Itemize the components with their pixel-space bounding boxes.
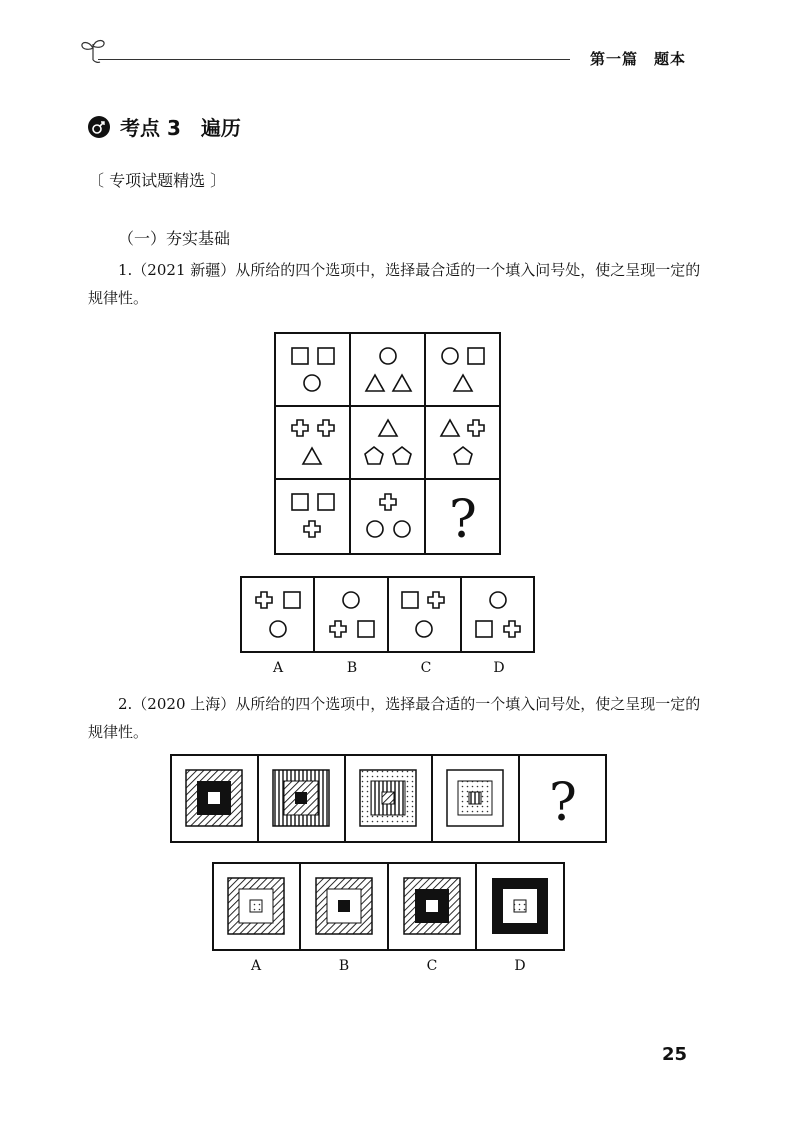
page-number: 25 bbox=[661, 1044, 687, 1065]
option-a-figure[interactable] bbox=[228, 878, 284, 934]
option-c-label: C bbox=[420, 660, 432, 676]
question-2-text: 2.（2020 上海）从所给的四个选项中，选择最合适的一个填入问号处，使之呈现一定的规律性。 bbox=[88, 695, 701, 741]
sequence-figure-1 bbox=[186, 770, 242, 826]
option-b-label: B bbox=[346, 660, 358, 676]
question-2-options bbox=[212, 862, 566, 952]
question-2-sequence bbox=[170, 754, 608, 844]
option-a-label: A bbox=[272, 660, 284, 676]
sequence-figure-3 bbox=[360, 770, 416, 826]
option-d-label: D bbox=[493, 660, 505, 676]
question-1-text: 1.（2021 新疆）从所给的四个选项中，选择最合适的一个填入问号处，使之呈现一定的规律性。 bbox=[88, 261, 701, 307]
option-a-label: A bbox=[250, 958, 262, 974]
question-mark: ? bbox=[449, 490, 477, 550]
question-mark: ? bbox=[549, 773, 577, 833]
sequence-figure-4 bbox=[447, 770, 503, 826]
option-c-figure[interactable] bbox=[404, 878, 460, 934]
section-title bbox=[88, 112, 241, 141]
option-c-label: C bbox=[426, 958, 438, 974]
option-b-figure[interactable] bbox=[316, 878, 372, 934]
header-rule bbox=[98, 59, 570, 60]
question-1-grid bbox=[274, 332, 502, 556]
option-b-label: B bbox=[338, 958, 350, 974]
header-section-label: 第一篇 题本 bbox=[589, 50, 686, 68]
section-title-text: 考点 3 遍历 bbox=[120, 116, 241, 140]
sequence-figure-2 bbox=[273, 770, 329, 826]
option-d-figure[interactable] bbox=[492, 878, 548, 934]
pin-badge-icon bbox=[88, 116, 110, 138]
subsection-title: 〔 专项试题精选 〕 bbox=[88, 171, 227, 190]
option-d-label: D bbox=[514, 958, 526, 974]
part-title: （一）夯实基础 bbox=[118, 229, 231, 248]
question-1-options bbox=[240, 576, 536, 654]
